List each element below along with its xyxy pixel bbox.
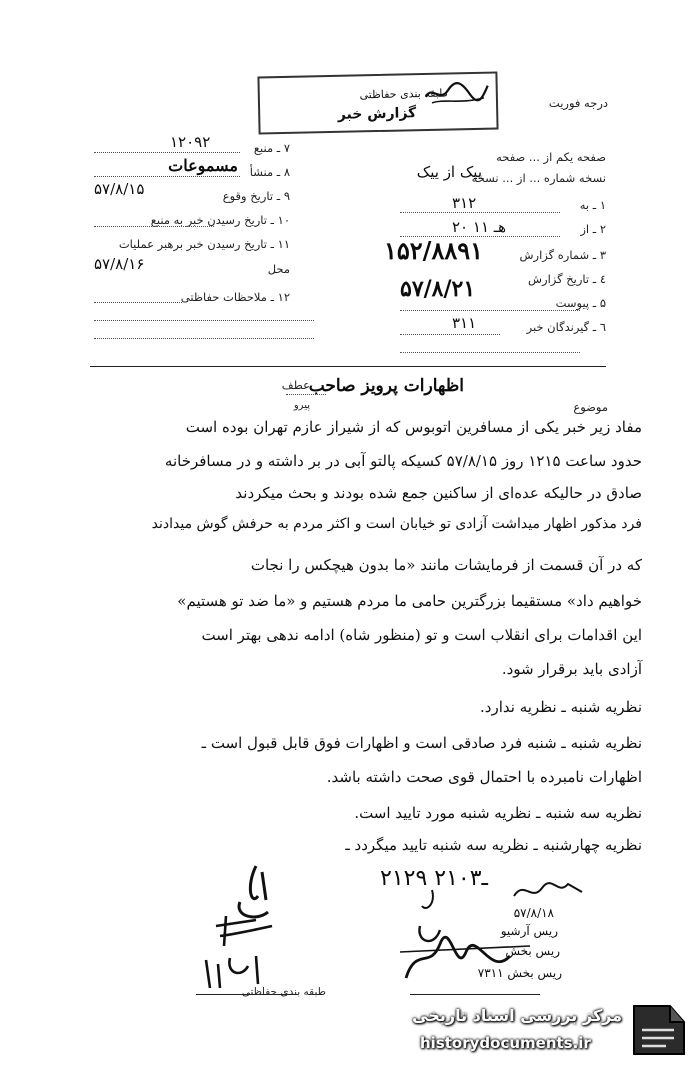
body-line-1: مفاد زیر خبر یکی از مسافرین اتوبوس که از شیراز عازم تهران بوده است xyxy=(185,418,642,436)
footer-classification: طبقه بندی حفاظتی xyxy=(241,986,326,998)
classification-stamp xyxy=(257,71,498,134)
field-9-label: ۹ ـ تاریخ وقوع xyxy=(222,189,290,203)
field-8-label: ۸ ـ منشأ xyxy=(249,165,290,179)
body-line-6: خواهیم داد» مستقیما بزرگترین حامی ما مردم هستیم و «ما ضد تو هستیم» xyxy=(177,592,642,610)
field-12-label: ۱۲ ـ ملاحظات حفاظتی xyxy=(180,290,290,304)
copy-number-value: ییک از ییک xyxy=(416,163,482,181)
subject-follow-label: پیرو xyxy=(293,400,310,411)
field-4-value: ۵۷/۸/۲۱ xyxy=(400,276,476,302)
place-label: محل xyxy=(267,262,290,276)
field-5-label: ۵ ـ پیوست xyxy=(555,296,606,310)
reference-number: ۲۱۲۹ ۲ـ۱۰۳ xyxy=(380,866,488,891)
note-archive: ریس آرشیو xyxy=(500,924,558,938)
body-line-5: که در آن قسمت از فرمایشات مانند «ما بدون هیچکس را نجات xyxy=(250,556,642,574)
note-date: ۵۷/۸/۱۸ xyxy=(513,906,554,920)
signature-right-icon xyxy=(510,876,590,906)
field-6-label: ٦ ـ گیرندگان خبر xyxy=(526,320,606,334)
field-7-value: ۱۲۰۹۲ xyxy=(170,133,211,151)
note-department-2: ریس بخش ۷۳۱۱ xyxy=(477,966,562,980)
field-1-value: ۳۱۲ xyxy=(452,194,477,212)
subject-value: اظهارات پرویز صاحب xyxy=(308,376,464,396)
watermark-url: historydocuments.ir xyxy=(420,1034,591,1052)
field-3-label: ۳ ـ شماره گزارش xyxy=(519,248,606,262)
body-line-7: این اقدامات برای انقلاب است و تو (منظور شاه) ادامه ندهی بهتر است xyxy=(201,626,642,644)
field-2-label: ۲ ـ از xyxy=(580,222,606,236)
field-10-label: ۱۰ ـ تاریخ رسیدن خبر به منبع xyxy=(150,213,290,227)
field-7-label: ۷ ـ منبع xyxy=(253,141,290,155)
comment-line-1: نظریه شنبه ـ نظریه ندارد. xyxy=(480,698,642,716)
stamp-line-2: گزارش خبر xyxy=(337,105,417,123)
field-8-value: مسموعات xyxy=(168,156,238,175)
field-1-label: ۱ ـ به xyxy=(579,198,606,212)
comment-line-3: اظهارات نامبرده با احتمال قوی صحت داشته باشد. xyxy=(326,768,642,786)
subject-label: موضوع xyxy=(573,400,608,414)
field-9-value: ۵۷/۸/۱۵ xyxy=(94,180,145,198)
field-3-value: ۱۵۲/۸۸۹۱ xyxy=(384,236,483,265)
body-line-4: فرد مذکور اظهار میداشت آزادی تو خیابان است و اکثر مردم به حرفش گوش میدادند xyxy=(151,516,642,532)
field-6-value: ۳۱۱ xyxy=(452,314,477,332)
copy-number-label: نسخه شماره ... از ... نسخه xyxy=(471,171,606,185)
body-line-3: صادق در حالیکه عده‌ای از ساکنین جمع شده بودند و بحث میکردند xyxy=(235,484,642,502)
subject-ref-label: عطف xyxy=(281,378,310,392)
comment-line-5: نظریه چهارشنبه ـ نظریه سه شنبه تایید میگردد ـ xyxy=(345,836,642,854)
field-11-label: ۱۱ ـ تاریخ رسیدن خبر برهبر عملیات xyxy=(118,237,290,251)
document-archive-logo-icon xyxy=(626,1000,690,1058)
signature-left-icon xyxy=(196,856,296,996)
field-11-value: ۵۷/۸/۱۶ xyxy=(94,255,145,273)
field-4-label: ٤ ـ تاریخ گزارش xyxy=(527,272,606,286)
page-count-label: صفحه یکم از ... صفحه xyxy=(496,150,606,164)
comment-line-4: نظریه سه شنبه ـ نظریه شنبه مورد تایید است. xyxy=(354,804,642,822)
watermark-name: مرکز بررسی اسناد تاریخی xyxy=(412,1006,622,1025)
stamp-line-1: طبقه بندی حفاظتی xyxy=(359,86,448,102)
note-department: ریس بخش xyxy=(505,944,560,958)
field-2-value: ۲۰ هـ ۱۱ xyxy=(452,218,507,236)
body-line-8: آزادی باید برقرار شود. xyxy=(501,660,642,678)
priority-label: درجه فوریت xyxy=(548,96,608,110)
body-line-2: حدود ساعت ۱۲۱۵ روز ۵۷/۸/۱۵ کسیکه پالتو آبی در بر داشته و در مسافرخانه xyxy=(164,452,642,470)
comment-line-2: نظریه شنبه ـ شنبه فرد صادقی است و اظهارات فوق قابل قبول است ـ xyxy=(201,734,642,752)
